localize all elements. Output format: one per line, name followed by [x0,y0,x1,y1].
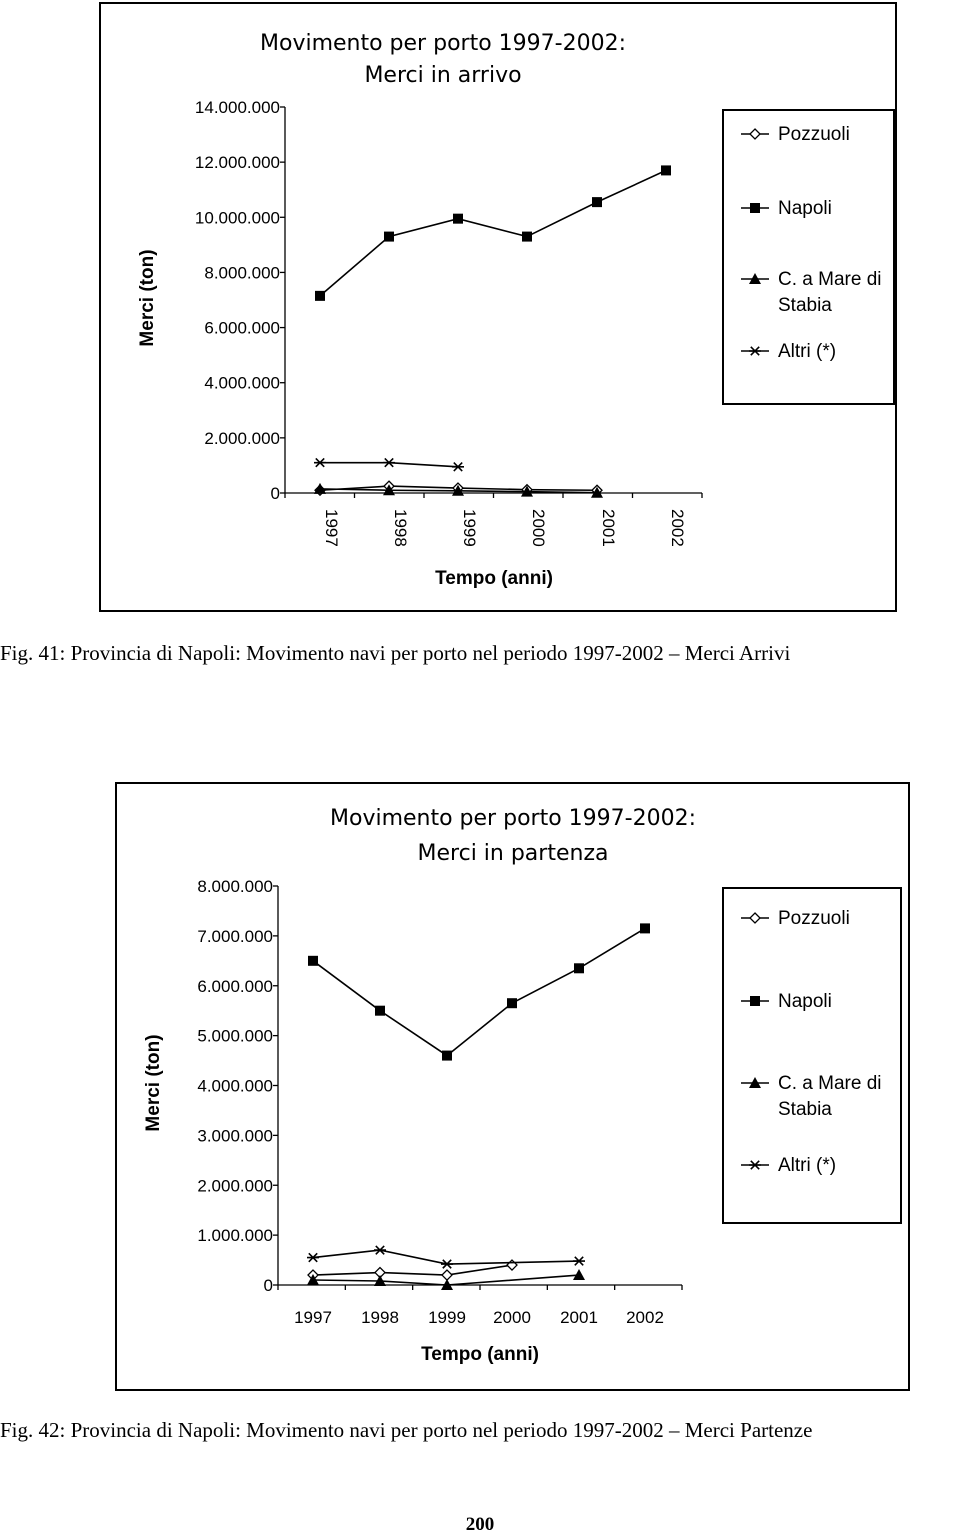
chart1-point-napoli [592,197,602,207]
chart2-legend-marker-napoli [750,996,760,1006]
chart2-y-tick-label: 7.000.000 [197,926,273,946]
chart2-point-napoli [375,1006,385,1016]
chart1-y-tick-label: 14.000.000 [194,98,280,117]
chart2-y-tick-label: 6.000.000 [197,976,273,996]
chart1-point-napoli [315,291,325,301]
chart2-y-tick-label: 5.000.000 [197,1026,273,1046]
chart2-legend-label-napoli: Napoli [778,991,832,1012]
chart1-y-tick-label: 0 [270,484,280,503]
chart2-point-napoli [507,998,517,1008]
chart2-legend-label-pozzuoli: Pozzuoli [778,908,850,929]
chart1-title-line-1: Movimento per porto 1997-2002: [260,31,626,56]
chart1-legend-label-napoli: Napoli [778,198,832,219]
chart1-y-tick-label: 6.000.000 [204,318,280,338]
chart1-x-tick-label: 2000 [529,509,548,547]
chart2-y-tick-label: 8.000.000 [197,877,273,896]
chart1-legend-label-altri: Altri (*) [778,341,837,362]
chart2-y-axis-label: Merci (ton) [143,1034,164,1132]
figure-caption-41: Fig. 41: Provincia di Napoli: Movimento navi per porto nel periodo 1997-2002 – Merci Arrivi [0,641,791,665]
chart2-x-tick-label: 1997 [294,1308,332,1327]
chart2-point-napoli-shape [507,998,517,1008]
chart1-y-tick-label: 4.000.000 [204,373,280,393]
chart1-legend-label-line2: Stabia [778,295,832,316]
chart1-legend-label-line1: C. a Mare di [778,269,882,290]
chart1-y-tick-label: 2.000.000 [204,428,280,448]
chart2-point-napoli [574,963,584,973]
chart2-legend-label-line1: C. a Mare di [778,1073,882,1094]
chart1-legend-marker-napoli [750,203,760,213]
chart1-point-napoli-shape [592,197,602,207]
chart1-x-tick-label: 2001 [599,509,618,547]
chart2-x-tick-label: 2002 [626,1308,664,1327]
chart2-point-napoli-shape [640,923,650,933]
chart2-point-napoli-shape [375,1006,385,1016]
chart1-y-axis-label: Merci (ton) [137,249,158,347]
chart2-y-tick-label: 1.000.000 [197,1226,273,1246]
chart2-point-napoli [442,1051,452,1061]
chart2-point-napoli-shape [442,1051,452,1061]
chart2-y-tick-label: 4.000.000 [197,1076,273,1096]
chart1-point-napoli [453,214,463,224]
chart2-point-napoli-shape [308,956,318,966]
chart1-x-tick-label: 1997 [322,509,341,547]
chart2-title-line-2: Merci in partenza [417,841,609,866]
chart2-x-tick-label: 2000 [493,1308,531,1327]
chart2-legend-label-line2: Stabia [778,1099,832,1120]
chart2-y-tick-label: 2.000.000 [197,1176,273,1196]
chart1-point-napoli [522,232,532,242]
chart1-point-napoli [661,165,671,175]
chart1-point-napoli-shape [453,214,463,224]
chart1-point-napoli-shape [522,232,532,242]
chart2-point-napoli [640,923,650,933]
chart1-legend-label-pozzuoli: Pozzuoli [778,124,850,145]
chart2-legend-label-altri: Altri (*) [778,1155,837,1176]
chart1-point-napoli [384,232,394,242]
chart1-legend-marker-napoli-shape [750,203,760,213]
chart2-x-tick-label: 1999 [428,1308,466,1327]
chart1-point-napoli-shape [384,232,394,242]
chart1-x-tick-label: 2002 [668,509,687,547]
chart2-x-tick-label: 1998 [361,1308,399,1327]
chart1-x-axis-label: Tempo (anni) [435,568,553,589]
chart1-y-tick-label: 8.000.000 [204,263,280,283]
chart1-title-line-2: Merci in arrivo [364,63,522,88]
chart2-y-tick-label: 3.000.000 [197,1126,273,1146]
chart1-x-tick-label: 1998 [391,509,410,547]
chart1-x-tick-label: 1999 [460,509,479,547]
page-number: 200 [465,1514,495,1535]
chart2-x-tick-label: 2001 [560,1308,598,1327]
chart1-y-tick-label: 12.000.000 [194,153,280,173]
chart2-point-napoli [308,956,318,966]
chart2-y-tick-label: 0 [263,1276,273,1295]
chart2-legend-marker-napoli-shape [750,996,760,1006]
chart1-point-napoli-shape [661,165,671,175]
chart2-point-napoli-shape [574,963,584,973]
chart2-title-line-1: Movimento per porto 1997-2002: [330,806,696,831]
figure-caption-42: Fig. 42: Provincia di Napoli: Movimento navi per porto nel periodo 1997-2002 – Merci Partenze [0,1418,813,1442]
chart1-point-napoli-shape [315,291,325,301]
chart1-y-tick-label: 10.000.000 [194,208,280,228]
chart2-x-axis-label: Tempo (anni) [421,1344,539,1365]
